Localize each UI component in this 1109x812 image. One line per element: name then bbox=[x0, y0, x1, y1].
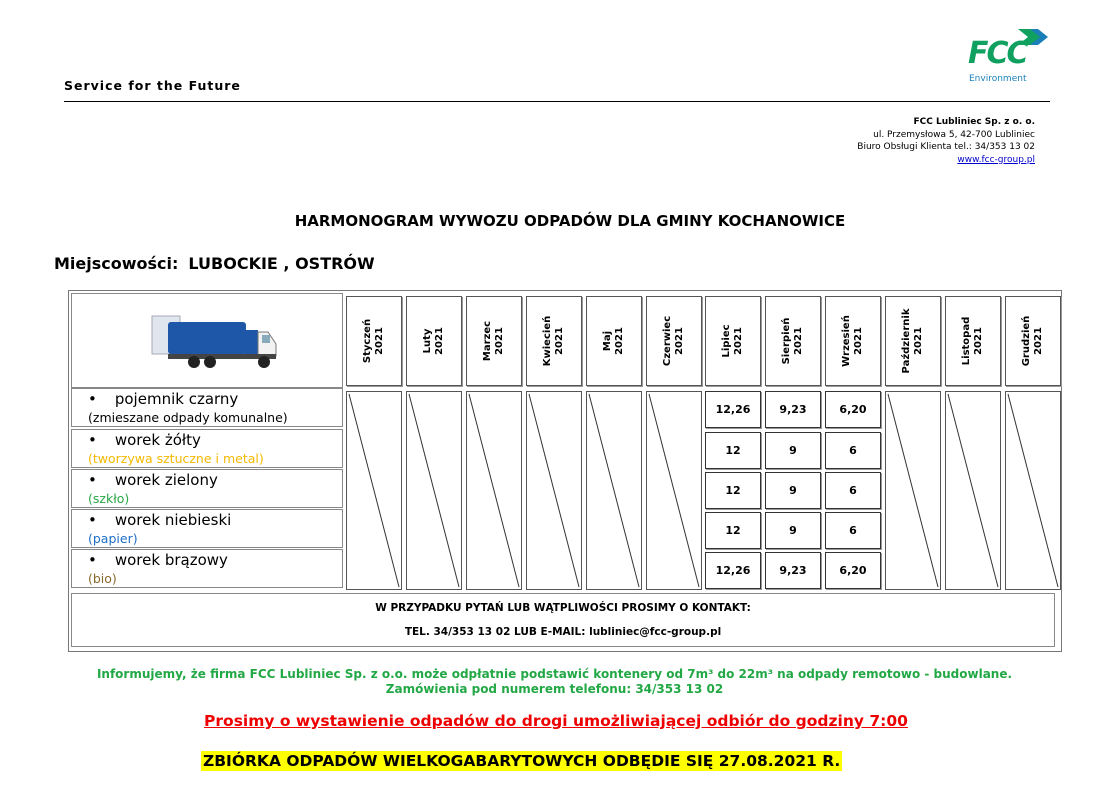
diagonal-slash-icon bbox=[467, 392, 521, 589]
bullet: • bbox=[88, 390, 97, 408]
pickup-dates-cell bbox=[825, 472, 881, 509]
no-collection-column bbox=[346, 391, 402, 590]
pickup-dates-cell bbox=[765, 512, 821, 549]
diagonal-slash-icon bbox=[1006, 392, 1060, 589]
pickup-dates-cell bbox=[705, 472, 761, 509]
bullet: • bbox=[88, 511, 97, 529]
company-address: ul. Przemysłowa 5, 42-700 Lubliniec bbox=[873, 129, 1035, 140]
bulky-waste-notice: ZBIÓRKA ODPADÓW WIELKOGABARYTOWYCH ODBĘDIE SIĘ 27.08.2021 R. bbox=[203, 752, 841, 770]
truck-image-cell bbox=[71, 293, 343, 388]
diagonal-slash-icon bbox=[886, 392, 940, 589]
month-header bbox=[466, 296, 522, 386]
month-header bbox=[705, 296, 761, 386]
waste-type-cell bbox=[71, 469, 343, 508]
garbage-truck-icon bbox=[72, 294, 342, 387]
container-info bbox=[0, 667, 1109, 697]
month-label: Styczeń 2021 bbox=[362, 318, 385, 364]
bullet: • bbox=[88, 471, 97, 489]
waste-type-description: (tworzywa sztuczne i metal) bbox=[88, 451, 264, 466]
no-collection-column bbox=[466, 391, 522, 590]
pickup-dates: 6 bbox=[849, 444, 857, 457]
pickup-dates: 12,26 bbox=[715, 403, 751, 416]
pickup-dates-cell bbox=[765, 391, 821, 428]
pickup-dates-cell bbox=[705, 552, 761, 589]
locality-line bbox=[54, 254, 375, 273]
waste-type-description: (papier) bbox=[88, 531, 138, 546]
locality-label: Miejscowości: bbox=[54, 254, 179, 273]
month-label: Październik 2021 bbox=[901, 308, 924, 374]
pickup-dates: 12 bbox=[725, 444, 741, 457]
pickup-dates: 6 bbox=[849, 484, 857, 497]
month-label: Listopad 2021 bbox=[961, 316, 984, 366]
month-header bbox=[586, 296, 642, 386]
pickup-dates-cell bbox=[825, 432, 881, 469]
waste-type-cell bbox=[71, 388, 343, 427]
waste-type-name: worek żółty bbox=[114, 431, 201, 449]
waste-type-label bbox=[88, 511, 231, 529]
diagonal-slash-icon bbox=[527, 392, 581, 589]
pickup-dates: 9,23 bbox=[779, 564, 807, 577]
month-header bbox=[646, 296, 702, 386]
waste-type-label bbox=[88, 390, 238, 408]
pickup-dates: 6 bbox=[849, 524, 857, 537]
pickup-dates: 9 bbox=[789, 444, 797, 457]
contact-box bbox=[71, 593, 1055, 647]
month-label: Luty 2021 bbox=[422, 327, 445, 355]
pickup-dates-cell bbox=[765, 552, 821, 589]
diagonal-slash-icon bbox=[587, 392, 641, 589]
month-label: Grudzień 2021 bbox=[1021, 315, 1044, 367]
waste-type-label bbox=[88, 471, 218, 489]
waste-type-name: worek niebieski bbox=[114, 511, 232, 529]
contact-line-2: TEL. 34/353 13 02 LUB E-MAIL: lubliniec@fcc-group.pl bbox=[404, 626, 722, 638]
month-header bbox=[346, 296, 402, 386]
pickup-dates: 12 bbox=[725, 524, 741, 537]
schedule-table bbox=[68, 290, 1062, 652]
no-collection-column bbox=[1005, 391, 1061, 590]
month-label: Kwiecień 2021 bbox=[542, 315, 565, 367]
waste-type-description: (bio) bbox=[88, 571, 117, 586]
pickup-dates: 12,26 bbox=[715, 564, 751, 577]
waste-type-cell bbox=[71, 549, 343, 588]
company-website-link[interactable]: www.fcc-group.pl bbox=[957, 154, 1035, 165]
company-phone: Biuro Obsługi Klienta tel.: 34/353 13 02 bbox=[857, 142, 1035, 152]
diagonal-slash-icon bbox=[347, 392, 401, 589]
waste-type-label bbox=[88, 551, 228, 569]
container-info-line-1: Informujemy, że firma FCC Lubliniec Sp. z o.o. może odpłatnie podstawić kontenery od 7m³ do 22m³ na odpady remotowo - budowlane. bbox=[96, 667, 1013, 681]
locality-value: LUBOCKIE , OSTRÓW bbox=[188, 254, 375, 273]
page-title: HARMONOGRAM WYWOZU ODPADÓW DLA GMINY KOCHANOWICE bbox=[294, 212, 846, 230]
bullet: • bbox=[88, 431, 97, 449]
waste-type-name: worek brązowy bbox=[114, 551, 228, 569]
no-collection-column bbox=[885, 391, 941, 590]
no-collection-column bbox=[945, 391, 1001, 590]
pickup-dates-cell bbox=[765, 432, 821, 469]
month-header bbox=[765, 296, 821, 386]
waste-type-label bbox=[88, 431, 201, 449]
waste-type-cell bbox=[71, 509, 343, 548]
month-label: Marzec 2021 bbox=[482, 320, 505, 362]
pickup-dates-cell bbox=[705, 391, 761, 428]
month-header bbox=[1005, 296, 1061, 386]
month-label: Maj 2021 bbox=[602, 327, 625, 355]
pickup-dates-cell bbox=[825, 512, 881, 549]
no-collection-column bbox=[406, 391, 462, 590]
waste-type-description: (zmieszane odpady komunalne) bbox=[88, 410, 288, 425]
pickup-dates: 6,20 bbox=[839, 403, 867, 416]
month-label: Lipiec 2021 bbox=[721, 324, 744, 358]
waste-type-name: worek zielony bbox=[114, 471, 218, 489]
contact-line-1: W PRZYPADKU PYTAŃ LUB WĄTPLIWOŚCI PROSIMY O KONTAKT: bbox=[375, 602, 751, 614]
diagonal-slash-icon bbox=[946, 392, 1000, 589]
pickup-dates: 9,23 bbox=[779, 403, 807, 416]
pickup-dates: 6,20 bbox=[839, 564, 867, 577]
pickup-dates-cell bbox=[705, 432, 761, 469]
container-info-line-2: Zamówienia pod numerem telefonu: 34/353 13 02 bbox=[385, 682, 724, 696]
no-collection-column bbox=[586, 391, 642, 590]
month-header bbox=[526, 296, 582, 386]
logo-subtitle: Environment bbox=[969, 74, 1027, 84]
company-info bbox=[857, 116, 1035, 166]
header-divider bbox=[64, 101, 1050, 102]
company-name: FCC Lubliniec Sp. z o. o. bbox=[913, 117, 1035, 127]
pickup-dates-cell bbox=[825, 552, 881, 589]
month-label: Sierpień 2021 bbox=[781, 317, 804, 365]
bullet: • bbox=[88, 551, 97, 569]
month-label: Wrzesień 2021 bbox=[841, 315, 864, 367]
logo-text: FCC bbox=[968, 36, 1027, 71]
pickup-dates-cell bbox=[765, 472, 821, 509]
tagline: Service for the Future bbox=[64, 78, 241, 93]
no-collection-column bbox=[646, 391, 702, 590]
month-header bbox=[885, 296, 941, 386]
month-header bbox=[406, 296, 462, 386]
month-header bbox=[945, 296, 1001, 386]
pickup-dates-cell bbox=[825, 391, 881, 428]
month-label: Czerwiec 2021 bbox=[662, 315, 685, 367]
pickup-dates: 9 bbox=[789, 524, 797, 537]
diagonal-slash-icon bbox=[647, 392, 701, 589]
month-header bbox=[825, 296, 881, 386]
diagonal-slash-icon bbox=[407, 392, 461, 589]
waste-type-description: (szkło) bbox=[88, 491, 130, 506]
pickup-dates-cell bbox=[705, 512, 761, 549]
waste-type-cell bbox=[71, 429, 343, 468]
waste-type-name: pojemnik czarny bbox=[114, 390, 239, 408]
pickup-dates: 12 bbox=[725, 484, 741, 497]
pickup-time-warning: Prosimy o wystawienie odpadów do drogi umożliwiającej odbiór do godziny 7:00 bbox=[204, 712, 908, 730]
pickup-dates: 9 bbox=[789, 484, 797, 497]
no-collection-column bbox=[526, 391, 582, 590]
